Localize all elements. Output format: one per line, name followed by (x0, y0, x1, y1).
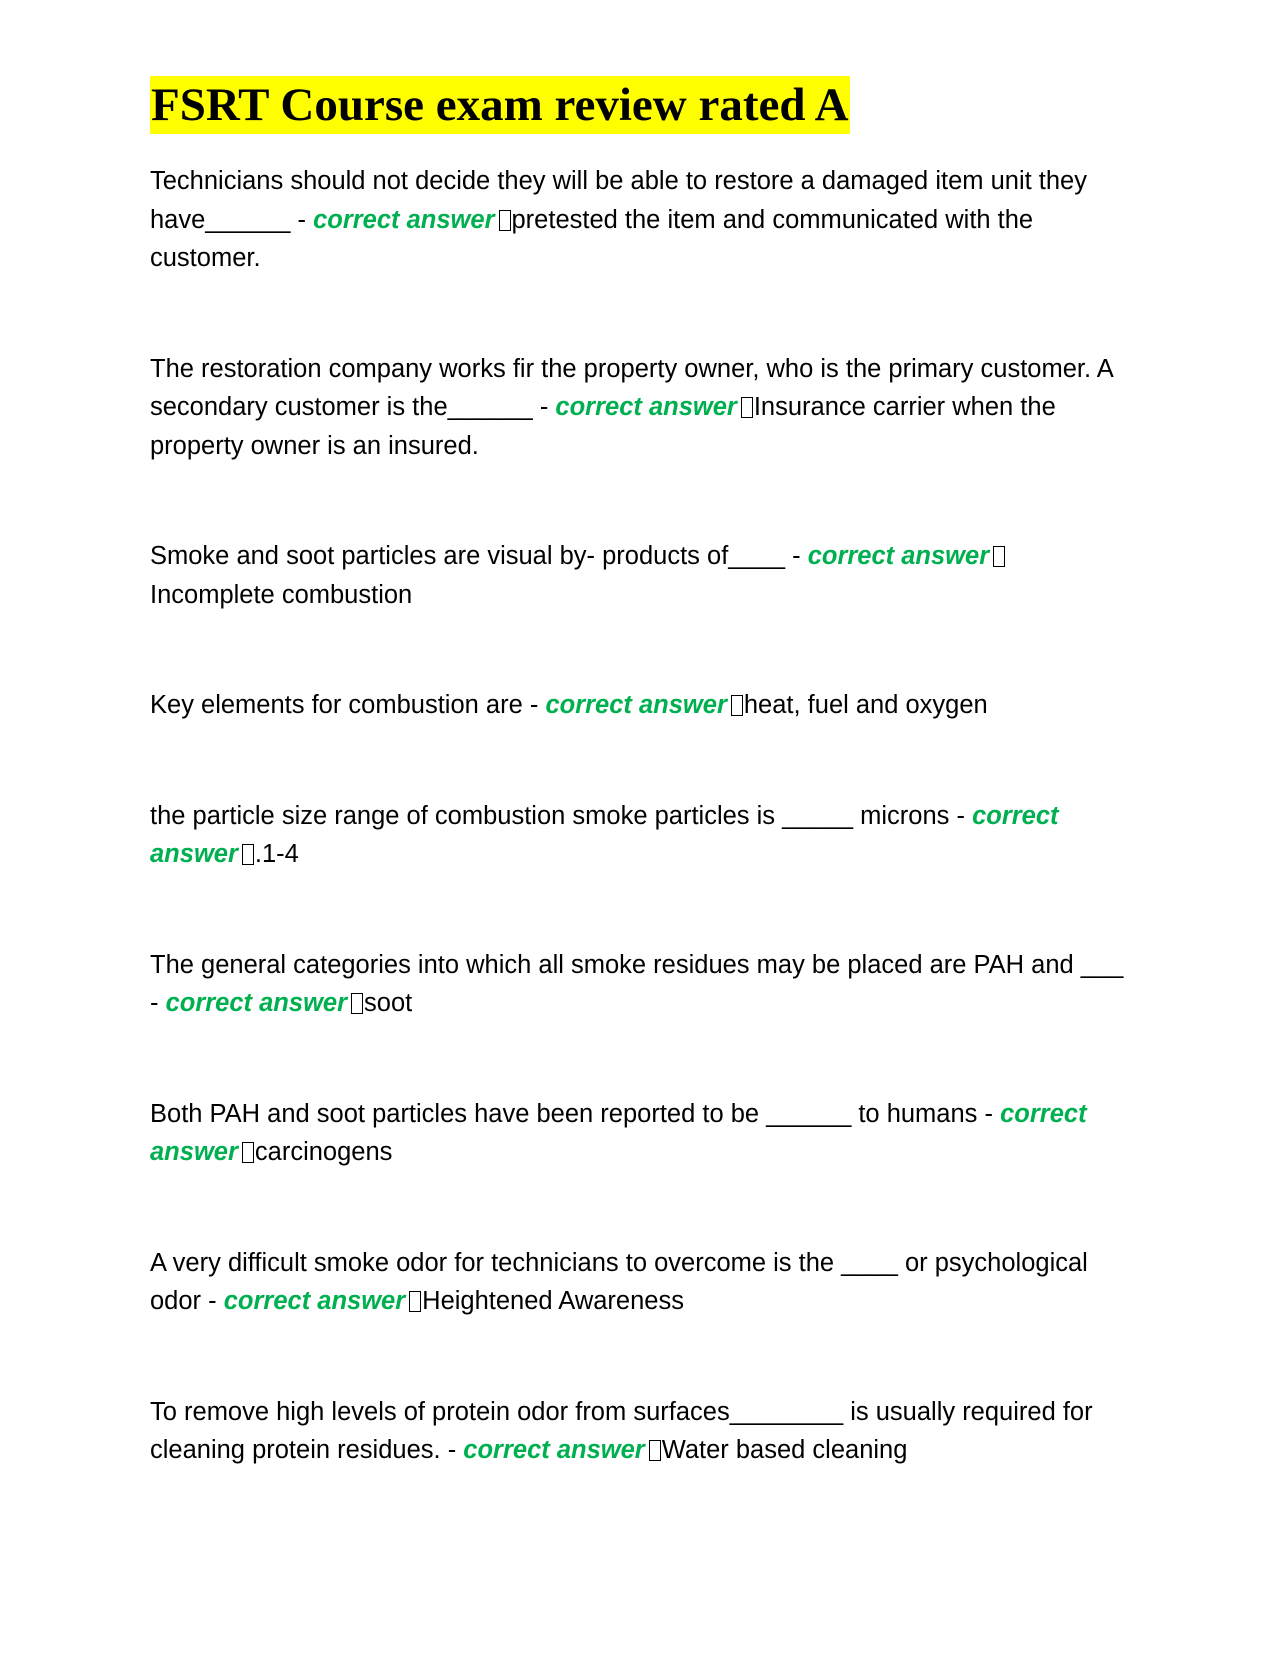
document-page (150, 76, 1130, 1542)
answer-text: pretested the item and communicated with the customer. (150, 205, 1034, 272)
separator: - (201, 1287, 224, 1315)
question-text: Technicians should not decide they will be able to restore a damaged item unit they have______ (150, 167, 1087, 234)
qa-item (150, 162, 1130, 278)
correct-answer-label: correct answer (807, 542, 990, 570)
separator: - (977, 1099, 1001, 1128)
separator: - (522, 691, 546, 719)
correct-answer-label: correct answer (165, 989, 348, 1017)
qa-item (150, 350, 1130, 466)
checkbox-glyph-icon (741, 397, 753, 418)
document-title: FSRT Course exam review rated A (150, 76, 850, 134)
checkbox-glyph-icon (351, 993, 363, 1014)
checkbox-glyph-icon (993, 546, 1005, 567)
separator: - (150, 989, 166, 1017)
question-text: The restoration company works fir the property owner, who is the primary customer. A secondary customer is the______ (150, 354, 1113, 421)
checkbox-glyph-icon (242, 1142, 254, 1163)
question-text: the particle size range of combustion smoke particles is _____ microns (150, 801, 950, 830)
correct-answer-label: correct answer (313, 205, 495, 234)
qa-item (150, 946, 1130, 1023)
question-text: Key elements for combustion are (150, 691, 523, 719)
qa-item (150, 537, 1130, 614)
answer-text: Incomplete combustion (150, 580, 413, 609)
separator: - (440, 1436, 464, 1464)
checkbox-glyph-icon (499, 210, 511, 231)
answer-text: Heightened Awareness (422, 1287, 684, 1315)
question-text: Smoke and soot particles are visual by- products of____ (150, 542, 786, 570)
answer-text: soot (364, 989, 413, 1017)
checkbox-glyph-icon (242, 844, 254, 865)
correct-answer-label: correct answer (555, 393, 737, 421)
answer-text: Water based cleaning (661, 1436, 908, 1464)
answer-text: heat, fuel and oxygen (743, 691, 988, 719)
checkbox-glyph-icon (409, 1291, 421, 1312)
qa-item (150, 1095, 1130, 1172)
question-text: To remove high levels of protein odor from surfaces________ is usually required for cleaning protein residues. (150, 1397, 1093, 1464)
question-text: The general categories into which all smoke residues may be placed are PAH and ___ (150, 950, 1124, 979)
qa-item (150, 1393, 1130, 1470)
checkbox-glyph-icon (649, 1440, 661, 1461)
answer-text: Insurance carrier when the property owner is an insured. (150, 393, 1056, 460)
checkbox-glyph-icon (731, 695, 743, 716)
qa-item (150, 797, 1130, 874)
separator: - (785, 542, 808, 570)
correct-answer-label: correct answer (223, 1287, 406, 1315)
qa-item (150, 686, 1130, 725)
correct-answer-label: correct answer (150, 801, 1059, 868)
qa-item (150, 1244, 1130, 1321)
separator: - (532, 393, 556, 421)
separator: - (949, 801, 973, 830)
question-text: A very difficult smoke odor for technicians to overcome is the ____ or psychological odor (150, 1248, 1088, 1315)
qa-list (150, 162, 1130, 1470)
correct-answer-label: correct answer (545, 691, 727, 719)
answer-text: carcinogens (254, 1138, 393, 1166)
correct-answer-label: correct answer (150, 1099, 1087, 1166)
correct-answer-label: correct answer (463, 1436, 645, 1464)
answer-text: .1-4 (254, 840, 299, 868)
separator: - (290, 205, 314, 234)
question-text: Both PAH and soot particles have been reported to be ______ to humans (150, 1099, 978, 1128)
